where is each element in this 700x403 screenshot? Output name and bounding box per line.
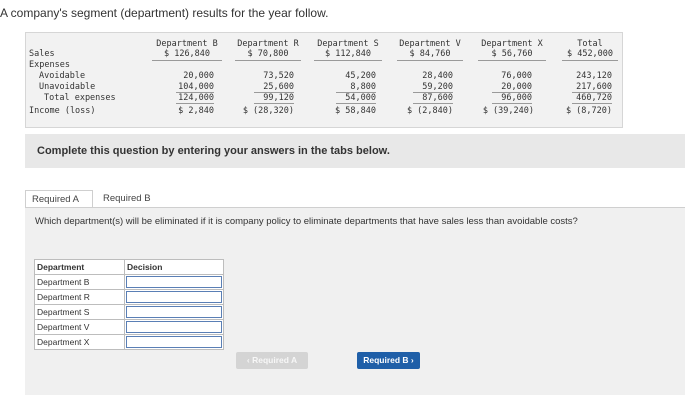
- sales-value: $ 70,800: [235, 49, 301, 61]
- table-row: [35, 335, 224, 350]
- total-expenses-value: 124,000: [176, 93, 214, 104]
- decision-table: [34, 259, 224, 350]
- row-label-unavoidable: Unavoidable: [39, 82, 96, 92]
- column-name: Department B: [156, 39, 218, 49]
- department-label: Department R: [35, 290, 125, 305]
- total-expenses-value: 460,720: [572, 93, 612, 104]
- department-label: Department X: [35, 335, 125, 350]
- decision-input[interactable]: [126, 321, 222, 333]
- column-department-b: [152, 39, 222, 61]
- column-name: Department R: [237, 39, 299, 49]
- table-row: [35, 275, 224, 290]
- sales-value: $ 112,840: [314, 49, 382, 61]
- decision-cell: [125, 290, 224, 305]
- department-label: Department V: [35, 320, 125, 335]
- unavoidable-value: 8,800: [336, 82, 376, 93]
- sales-value: $ 84,760: [397, 49, 463, 61]
- total-expenses-value: 96,000: [492, 93, 532, 104]
- decision-cell: [125, 335, 224, 350]
- decision-input[interactable]: [126, 291, 222, 303]
- total-expenses-value: 54,000: [336, 93, 376, 104]
- column-name: Department V: [399, 39, 461, 49]
- column-department-v: [397, 39, 463, 61]
- department-label: Department B: [35, 275, 125, 290]
- question-text: Which department(s) will be eliminated if it is company policy to eliminate departments that have sales less than avoidable costs?: [35, 216, 578, 227]
- row-label-total-expenses: Total expenses: [44, 93, 116, 103]
- intro-text: A company's segment (department) results for the year follow.: [0, 6, 329, 20]
- table-row: [35, 305, 224, 320]
- unavoidable-value: 59,200: [413, 82, 453, 93]
- instruction-banner: [25, 134, 685, 168]
- table-header-row: [35, 260, 224, 275]
- header-department: Department: [35, 260, 125, 275]
- decision-input[interactable]: [126, 306, 222, 318]
- avoidable-value: 28,400: [422, 71, 453, 81]
- income-value: $ 58,840: [335, 106, 376, 116]
- table-row: [35, 320, 224, 335]
- income-value: $ (28,320): [242, 106, 294, 116]
- department-label: Department S: [35, 305, 125, 320]
- total-expenses-value: 99,120: [254, 93, 294, 104]
- table-row: [35, 290, 224, 305]
- income-value: $ (8,720): [565, 106, 612, 116]
- avoidable-value: 243,120: [576, 71, 612, 81]
- column-department-r: [235, 39, 301, 61]
- decision-cell: [125, 320, 224, 335]
- column-department-x: [478, 39, 546, 61]
- income-value: $ (39,240): [482, 106, 534, 116]
- unavoidable-value: 217,600: [572, 82, 612, 93]
- sales-value: $ 126,840: [152, 49, 222, 61]
- row-label-sales: Sales: [29, 49, 55, 59]
- decision-cell: [125, 275, 224, 290]
- tab-required-a[interactable]: Required A: [25, 190, 93, 207]
- instruction-text: Complete this question by entering your answers in the tabs below.: [37, 145, 390, 157]
- decision-input[interactable]: [126, 276, 222, 288]
- column-name: Total: [577, 39, 603, 49]
- avoidable-value: 76,000: [501, 71, 532, 81]
- decision-input[interactable]: [126, 336, 222, 348]
- unavoidable-value: 20,000: [492, 82, 532, 93]
- sales-value: $ 452,000: [562, 49, 618, 61]
- income-value: $ 2,840: [178, 106, 214, 116]
- segment-results-table: [25, 32, 623, 128]
- column-name: Department S: [317, 39, 379, 49]
- avoidable-value: 45,200: [345, 71, 376, 81]
- row-label-expenses: Expenses: [29, 60, 70, 70]
- prev-required-a-button[interactable]: ‹ Required A: [236, 352, 308, 369]
- income-value: $ (2,840): [406, 106, 453, 116]
- unavoidable-value: 104,000: [176, 82, 214, 93]
- column-name: Department X: [481, 39, 543, 49]
- tab-required-b[interactable]: Required B: [103, 193, 151, 204]
- column-department-s: [314, 39, 382, 61]
- answer-panel: [25, 207, 685, 395]
- row-label-income: Income (loss): [29, 106, 96, 116]
- next-required-b-button[interactable]: Required B ›: [357, 352, 420, 369]
- decision-cell: [125, 305, 224, 320]
- header-decision: Decision: [125, 260, 224, 275]
- unavoidable-value: 25,600: [254, 82, 294, 93]
- total-expenses-value: 87,600: [413, 93, 453, 104]
- row-label-avoidable: Avoidable: [39, 71, 86, 81]
- avoidable-value: 73,520: [263, 71, 294, 81]
- sales-value: $ 56,760: [478, 49, 546, 61]
- column-total: [562, 39, 618, 61]
- avoidable-value: 20,000: [183, 71, 214, 81]
